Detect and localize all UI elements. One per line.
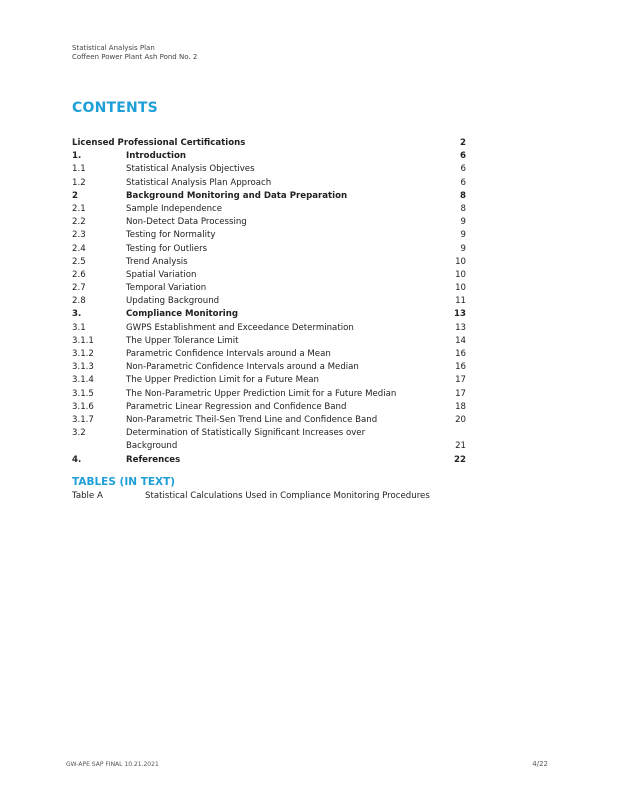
tables-heading: TABLES (IN TEXT)	[72, 476, 176, 488]
toc-entry-page: 22	[454, 454, 466, 465]
toc-entry-page: 16	[455, 349, 466, 359]
toc-entry-title: Temporal Variation	[126, 283, 207, 294]
toc-entry-number: 3.1.6	[72, 401, 94, 412]
toc-entry-number: 2.1	[72, 203, 86, 214]
toc-entry-page: 9	[460, 217, 466, 228]
toc-entry-number: 2.6	[72, 269, 86, 280]
toc-entry-title: Licensed Professional Certifications	[72, 138, 246, 148]
toc-entry-title: Statistical Analysis Objectives	[126, 164, 255, 175]
toc-entry-title: Parametric Linear Regression and Confidence Band	[126, 401, 347, 412]
toc-entry[interactable]	[72, 256, 466, 269]
toc-entry-page: 6	[460, 151, 466, 162]
toc-entry-page: 18	[455, 401, 466, 412]
toc-entry-number: 1.2	[72, 177, 86, 188]
toc-entry-title: Non-Parametric Theil-Sen Trend Line and Confidence Band	[126, 414, 378, 425]
toc-entry-page: 8	[460, 190, 466, 201]
toc-entry-number: 2.5	[72, 256, 86, 267]
toc-entry-page: 13	[455, 322, 466, 333]
toc-entry-page: 21	[455, 441, 466, 452]
table-list-label: Table A	[72, 491, 103, 501]
toc-entry-title: Parametric Confidence Intervals around a Mean	[126, 349, 331, 359]
toc-entry-title: Updating Background	[126, 296, 220, 307]
toc-entry-page: 16	[455, 362, 466, 373]
footer-page-number: 4/22	[532, 760, 548, 768]
toc-entry[interactable]	[72, 427, 466, 440]
toc-entry-title: Trend Analysis	[126, 256, 188, 267]
toc-entry[interactable]	[72, 269, 466, 282]
toc-entry-number: 1.1	[72, 164, 86, 175]
toc-entry-page: 10	[455, 256, 466, 267]
toc-entry-title: Determination of Statistically Significant Increases over	[126, 428, 366, 439]
toc-entry-number: 2.2	[72, 217, 86, 228]
toc-entry-title: References	[126, 454, 181, 465]
toc-entry[interactable]	[72, 203, 466, 216]
toc-entry-number: 3.1.5	[72, 388, 94, 399]
toc-entry[interactable]	[72, 361, 466, 374]
toc-entry[interactable]	[72, 163, 466, 176]
toc-entry[interactable]	[72, 308, 466, 321]
toc-entry-number: 4.	[72, 454, 82, 465]
toc-entry-number: 3.1.7	[72, 414, 94, 425]
document-header	[72, 44, 197, 62]
toc-entry-page: 20	[455, 414, 466, 425]
toc-entry[interactable]	[72, 137, 466, 150]
toc-entry-title: Compliance Monitoring	[126, 309, 239, 320]
toc-entry-number: 2.4	[72, 243, 86, 254]
tables-list	[72, 490, 472, 503]
toc-entry[interactable]	[72, 388, 466, 401]
toc-entry[interactable]	[72, 401, 466, 414]
toc-entry[interactable]	[72, 150, 466, 163]
toc-entry-number: 3.1.2	[72, 349, 94, 359]
toc-entry-title: The Upper Tolerance Limit	[126, 335, 239, 346]
toc-entry-title: Non-Detect Data Processing	[126, 217, 247, 228]
toc-entry-page: 17	[455, 388, 466, 399]
toc-entry-title: Sample Independence	[126, 203, 223, 214]
toc-entry-number: 1.	[72, 151, 82, 162]
toc-entry[interactable]	[72, 454, 466, 467]
toc-entry-number: 2.7	[72, 283, 86, 294]
table-list-title: Statistical Calculations Used in Compliance Monitoring Procedures	[145, 491, 430, 501]
toc-entry-title: Background	[126, 441, 178, 452]
toc-entry-page: 11	[455, 296, 466, 307]
toc-entry[interactable]	[72, 190, 466, 203]
header-line-2: Coffeen Power Plant Ash Pond No. 2	[72, 53, 198, 61]
toc-entry-page: 17	[455, 375, 466, 386]
toc-entry[interactable]	[72, 229, 466, 242]
contents-heading: CONTENTS	[72, 100, 158, 116]
toc-entry-number: 2.8	[72, 296, 86, 307]
toc-entry-number: 3.1	[72, 322, 86, 333]
toc-entry-title: The Upper Prediction Limit for a Future Mean	[126, 375, 319, 386]
toc-entry[interactable]	[72, 216, 466, 229]
toc-entry-number: 2	[72, 190, 78, 201]
toc-entry-number: 3.2	[72, 428, 86, 439]
toc-entry-number: 3.1.4	[72, 375, 94, 386]
toc-entry[interactable]	[72, 374, 466, 387]
header-line-1: Statistical Analysis Plan	[72, 44, 155, 52]
toc-entry-page: 10	[455, 269, 466, 280]
toc-entry[interactable]	[72, 348, 466, 361]
toc-entry-page: 13	[454, 309, 466, 320]
toc-entry-number: 2.3	[72, 230, 86, 241]
toc-entry-title: GWPS Establishment and Exceedance Determination	[126, 322, 354, 333]
toc-entry[interactable]	[72, 335, 466, 348]
toc-entry-title: Testing for Normality	[126, 230, 216, 241]
toc-entry[interactable]	[72, 243, 466, 256]
toc-entry-number: 3.1.3	[72, 362, 94, 373]
toc-entry-page: 9	[460, 230, 466, 241]
footer-document-id: GW-APE SAP FINAL 10.21.2021	[66, 761, 159, 768]
toc-entry[interactable]	[72, 414, 466, 427]
toc-entry-page: 9	[460, 243, 466, 254]
toc-entry-title: Non-Parametric Confidence Intervals around a Median	[126, 362, 359, 373]
toc-entry[interactable]	[72, 177, 466, 190]
toc-entry[interactable]	[72, 282, 466, 295]
toc-entry[interactable]	[72, 295, 466, 308]
toc-entry-page: 8	[460, 203, 466, 214]
toc-entry-title: The Non-Parametric Upper Prediction Limit for a Future Median	[126, 388, 397, 399]
toc-entry[interactable]	[72, 322, 466, 335]
toc-entry-title: Statistical Analysis Plan Approach	[126, 177, 272, 188]
toc-entry-page: 10	[455, 283, 466, 294]
toc-entry-title: Introduction	[126, 151, 187, 162]
toc-entry-number: 3.	[72, 309, 82, 320]
toc-entry-title: Testing for Outliers	[126, 243, 208, 254]
toc-entry-title: Background Monitoring and Data Preparation	[126, 190, 348, 201]
toc-entry-number: 3.1.1	[72, 335, 94, 346]
table-list-entry[interactable]	[72, 490, 472, 503]
toc-entry-page: 6	[460, 177, 466, 188]
toc-entry-title: Spatial Variation	[126, 269, 197, 280]
toc-entry[interactable]	[72, 440, 466, 453]
toc-entry-page: 14	[455, 335, 466, 346]
table-of-contents	[72, 137, 466, 467]
toc-entry-page: 2	[460, 138, 466, 148]
toc-entry-page: 6	[460, 164, 466, 175]
